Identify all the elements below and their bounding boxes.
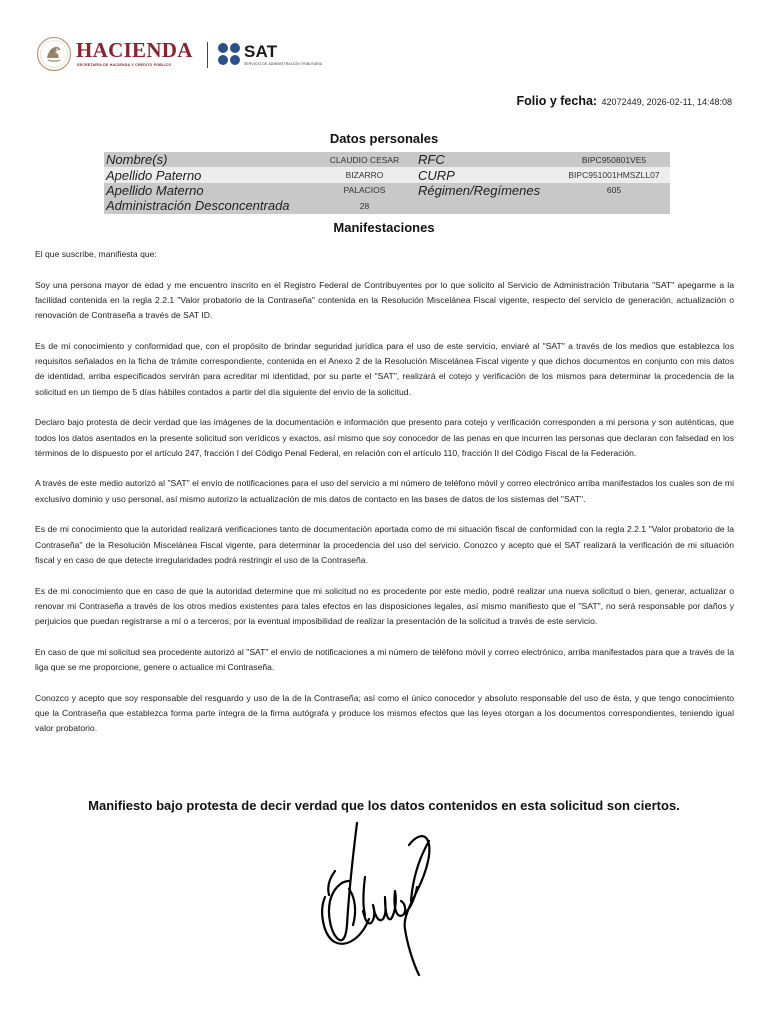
sat-wordmark: SAT <box>244 42 278 61</box>
logo-divider <box>207 42 208 68</box>
paragraph: En caso de que mi solicitud sea procedente autorizó al "SAT" el envío de notificaciones a mi número de teléfono móvil y correo electrónico, arriba manifestados para que a través de la liga que se me proporcione, genere o actualice mi Contraseña. <box>35 646 734 673</box>
empty-cell <box>416 198 558 213</box>
field-value: BIZARRO <box>313 167 416 182</box>
field-label: CURP <box>416 167 558 182</box>
datos-personales-title: Datos personales <box>329 131 439 146</box>
paragraph: Es de mi conocimiento que en caso de que la autoridad determine que mi solicitud no es procedente por este medio, podré realizar una nueva solicitud o bien, generar, actualizar o renovar mi Contraseña a través de los otros medios existentes para tales efectos en las disposiciones legales, así mismo manifiesto que el "SAT", no será responsable por daños y perjuicios que puedan registrarse a mí o a terceros, por la eventual imposibilidad de realizar la presentación de la solicitud a través de este servicio. <box>35 585 734 627</box>
table-row <box>104 167 670 182</box>
hacienda-emblem-icon <box>36 36 72 72</box>
field-value: 605 <box>558 183 670 198</box>
field-value: BIPC950801VE5 <box>558 152 670 167</box>
paragraph: A través de este medio autorizó al "SAT" el envío de notificaciones para el uso del servicio a mi número de teléfono móvil y correo electrónico arriba manifestados los cuales son de mi exclusivo dominio y uso personal, así mismo autorizo la actualización de mis datos de contacto en las bases de datos de los sistemas del "SAT". <box>35 478 734 504</box>
paragraph: Conozco y acepto que soy responsable del resguardo y uso de la de la Contraseña; así como el único conocedor y absoluto responsable del uso de ésta, y que tengo conocimiento que la Contraseña que establezca forma parte íntegra de la firma autógrafa y produce los mismos efectos que las leyes otorgan a los documentos correspondientes, teniendo igual valor probatorio. <box>35 692 734 734</box>
datos-personales-table <box>104 152 670 214</box>
paragraph: Es de mi conocimiento y conformidad que, con el propósito de brindar seguridad jurídica para el uso de este servicio, enviaré al "SAT" a través de los medios que establezca los requisitos señalados en la ficha de trámite correspondiente, contenida en el Anexo 2 de la Resolución Miscelánea Fiscal vigente y que dichos documentos en conjunto con mis datos de identidad, arriba especificados servirán para acreditar mi identidad, por su parte el "SAT", realizará el cotejo y verificación de los mismos para determinar la procedencia de la solicitud en un tiempo de 5 días hábiles contados a partir del día siguiente del envío de la solicitud. <box>35 340 734 397</box>
manifestaciones-title: Manifestaciones <box>333 220 435 235</box>
field-value: CLAUDIO CESAR <box>313 152 416 167</box>
sat-logo-icon <box>217 42 241 66</box>
folio-label: Folio y fecha: <box>516 94 598 108</box>
field-value: BIPC951001HMSZLL07 <box>558 167 670 182</box>
hacienda-subtitle: SECRETARÍA DE HACIENDA Y CRÉDITO PÚBLICO <box>77 63 172 67</box>
paragraph: Es de mi conocimiento que la autoridad realizará verificaciones tanto de documentación aportada como de mi situación fiscal de conformidad con la regla 2.2.1 "Valor probatorio de la Contraseña" de la Resolución Miscelánea Fiscal vigente, para determinar la procedencia del uso del servicio. Conozco y acepto que el SAT realizará la verificación de mi situación fiscal y en caso de que detecte irregularidades podrá restringir el uso de la Contraseña. <box>35 524 734 565</box>
empty-cell <box>558 198 670 213</box>
sat-subtitle: SERVICIO DE ADMINISTRACIÓN TRIBUTARIA <box>244 62 323 66</box>
folio <box>517 92 732 110</box>
table-row <box>104 198 670 213</box>
handwritten-signature <box>305 815 455 985</box>
hacienda-wordmark: HACIENDA <box>76 38 193 62</box>
field-label: Administración Desconcentrada <box>104 198 313 213</box>
folio-value: 42072449, 2026-02-11, 14:48:08 <box>601 97 732 107</box>
hacienda-logo <box>36 36 201 76</box>
sat-logo <box>217 41 337 71</box>
field-label: Apellido Paterno <box>104 167 313 182</box>
intro-text: El que suscribe, manifiesta que: <box>35 249 157 259</box>
field-label: Nombre(s) <box>104 152 313 167</box>
field-value: PALACIOS <box>313 183 416 198</box>
table-row <box>104 183 670 198</box>
declaration-statement: Manifiesto bajo protesta de decir verdad que los datos contenidos en esta solicitud son ciertos. <box>88 798 680 813</box>
manifestaciones-body <box>35 247 734 752</box>
field-value: 28 <box>313 198 416 213</box>
field-label: Apellido Materno <box>104 183 313 198</box>
table-row <box>104 152 670 167</box>
field-label: Régimen/Regímenes <box>416 183 558 198</box>
field-label: RFC <box>416 152 558 167</box>
paragraph: Declaro bajo protesta de decir verdad que las imágenes de la documentación e información que presento para cotejo y verificación corresponden a mi persona y son auténticas, que todos los datos asentados en la presente solicitud son verídicos y exactos, así mismo que soy conocedor de las penas en que incurren las personas que declaran con falsedad en los términos de lo dispuesto por el artículo 247, fracción I del Código Penal Federal, en relación con el artículo 110, fracción II del Código Fiscal de la Federación. <box>35 417 734 458</box>
paragraph: Soy una persona mayor de edad y me encuentro inscrito en el Registro Federal de Contribuyentes por lo que solicito al Servicio de Administración Tributaria "SAT" apegarme a la facilidad contenida en la regla 2.2.1 "Valor probatorio de la Contraseña" contenida en la Resolución Miscelánea Fiscal vigente, respecto del servicio de generación, actualización o renovación de Contraseña a través de SAT ID. <box>35 279 734 321</box>
